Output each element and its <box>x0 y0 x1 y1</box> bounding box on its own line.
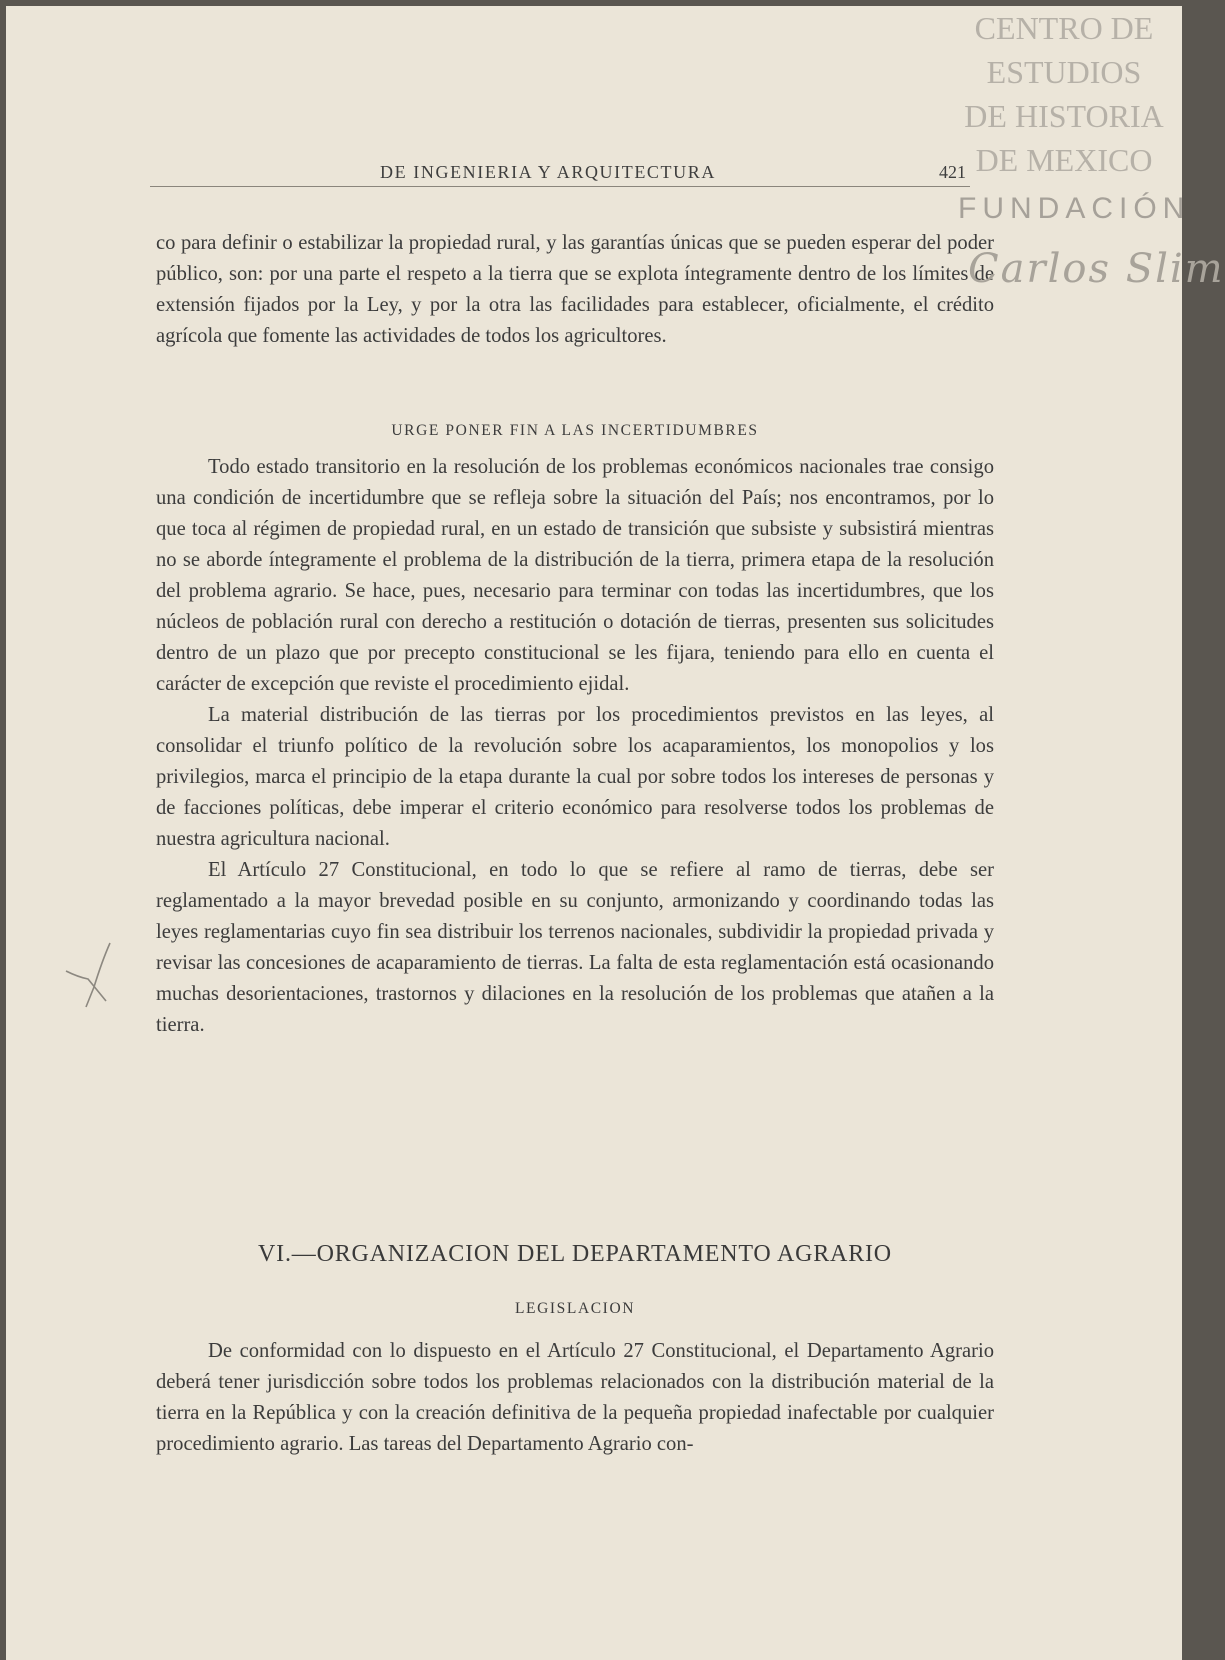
watermark-signature: Carlos Slim <box>968 246 1225 292</box>
watermark-line-1: CENTRO DE <box>974 10 1154 46</box>
running-head-title: DE INGENIERIA Y ARQUITECTURA <box>380 162 716 182</box>
body-block-1 <box>156 452 994 1041</box>
subheading-legislacion: LEGISLACION <box>514 1300 636 1317</box>
page-number: 421 <box>939 162 966 182</box>
watermark-line-3: DE HISTORIA <box>964 98 1164 134</box>
paragraph-1 <box>156 228 994 352</box>
body-block-2 <box>156 1336 994 1460</box>
subheading-incertidumbres: URGE PONER FIN A LAS INCERTIDUMBRES <box>391 422 759 439</box>
watermark-line-2: ESTUDIOS <box>986 54 1142 90</box>
paragraph-1-text: co para definir o estabilizar la propiedad rural, y las garantías únicas que se pueden esperar del poder público, son: por una parte el respeto a la tierra que se explota íntegramente dentro de los límites de extensión fijados por la Ley, y por la otra las facilidades para establecer, oficialmente, el crédito agrícola que fomente las actividades de todos los agricultores. <box>156 232 994 347</box>
paragraph-3: La material distribución de las tierras por los procedimientos previstos en las leyes, al consolidar el triunfo político de la revolución sobre los acaparamientos, los monopolios y los privilegios, marca el principio de la etapa durante la cual por sobre todos los intereses de personas y de facciones políticas, debe imperar el criterio económico para resolverse todos los problemas de nuestra agricultura nacional. <box>156 704 994 850</box>
paragraph-2: Todo estado transitorio en la resolución de los problemas económicos nacionales trae consigo una condición de incertidumbre que se refleja sobre la situación del País; nos encontramos, por lo que toca al régimen de propiedad rural, en un estado de transición que subsiste y subsistirá mientras no se aborde íntegramente el problema de la distribución de la tierra, primera etapa de la resolución del problema agrario. Se hace, pues, necesario para terminar con todas las incertidumbres, que los núcleos de población rural con derecho a restitución o dotación de tierras, presenten sus solicitudes dentro de un plazo que por precepto constitucional se les fijara, teniendo para ello en cuenta el carácter de excepción que reviste el procedimiento ejidal. <box>156 456 994 695</box>
section-title: VI.—ORGANIZACION DEL DEPARTAMENTO AGRARIO <box>258 1241 892 1267</box>
paragraph-4: El Artículo 27 Constitucional, en todo lo que se refiere al ramo de tierras, debe ser reglamentado a la mayor brevedad posible en su conjunto, armonizando y coordinando todas las leyes reglamentarias cuyo fin sea distribuir los terrenos nacionales, subdividir la propiedad privada y revisar las concesiones de acaparamiento de tierras. La falta de esta reglamentación está ocasionando muchas desorientaciones, trastornos y dilaciones en la resolución de los problemas que atañen a la tierra. <box>156 859 994 1036</box>
paragraph-5: De conformidad con lo dispuesto en el Artículo 27 Constitucional, el Departamento Agrario deberá tener jurisdicción sobre todos los problemas relacionados con la distribución material de la tierra en la República y con la creación definitiva de la pequeña propiedad inafectable por cualquier procedimiento agrario. Las tareas del Departamento Agrario con- <box>156 1340 994 1455</box>
running-header <box>150 158 970 187</box>
pencil-annotation-mark <box>64 941 124 1011</box>
watermark-line-4: DE MEXICO <box>975 142 1153 178</box>
archive-watermark <box>948 6 1180 181</box>
watermark-fundacion: FUNDACIÓN <box>958 192 1191 225</box>
